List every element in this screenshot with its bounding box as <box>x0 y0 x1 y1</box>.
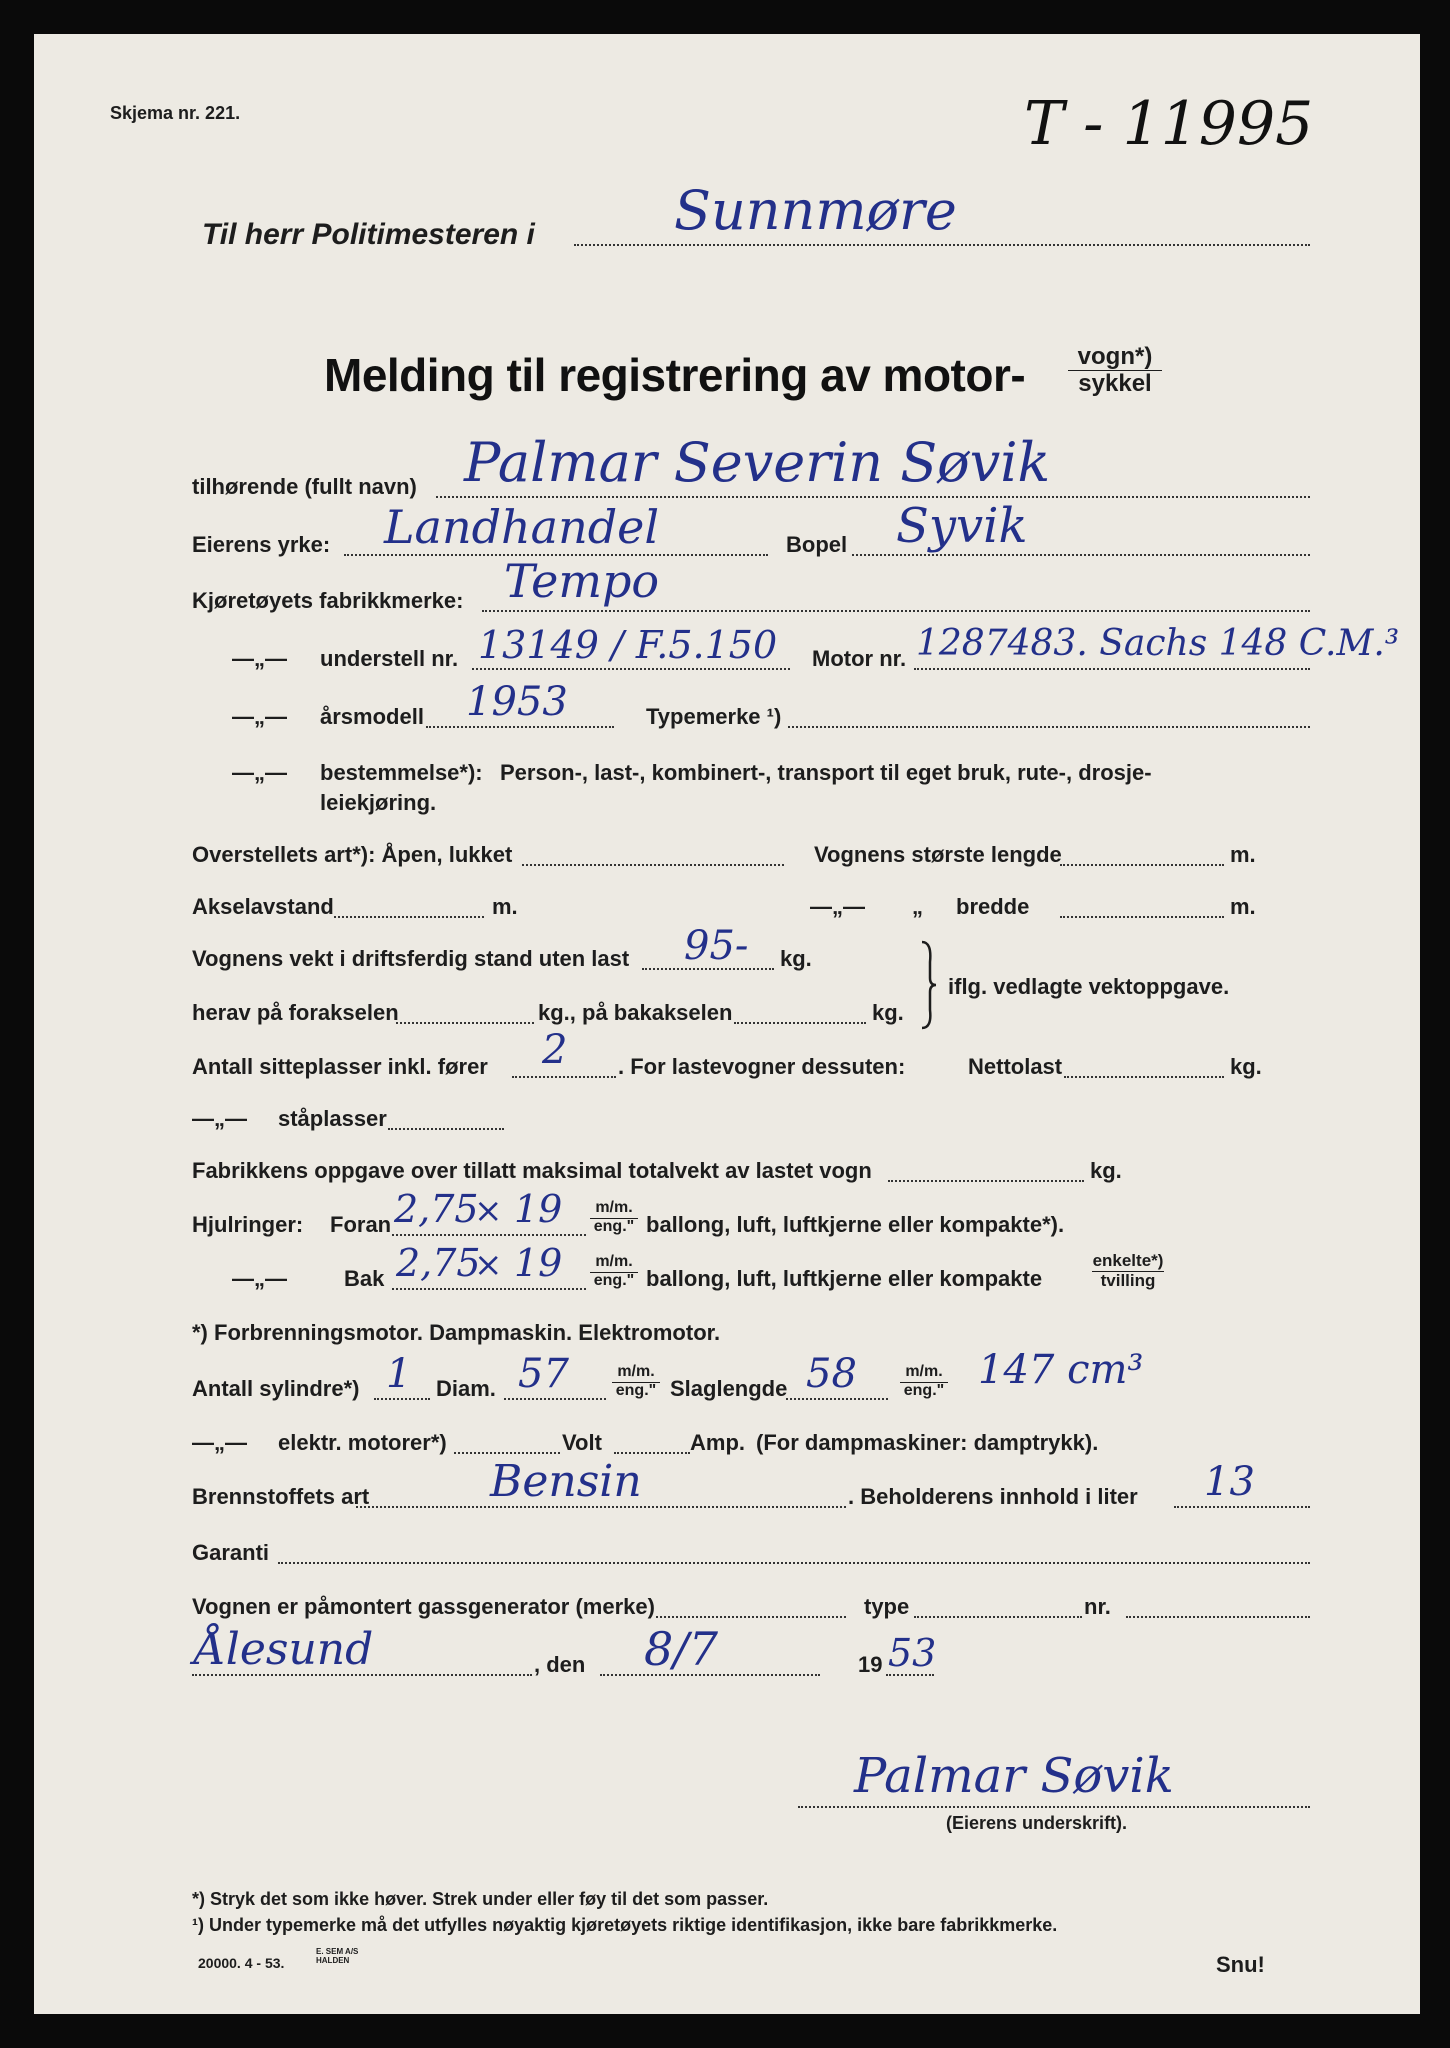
tyres-label: Hjulringer: <box>192 1212 304 1237</box>
steam-label: (For dampmaskiner: damptrykk). <box>756 1430 1099 1455</box>
chassis-label: understell nr. <box>320 646 459 671</box>
purpose-dash: —„— <box>232 760 287 785</box>
purpose-line1: Person-, last-, kombinert-, transport til eget bruk, rute-, drosje- <box>500 760 1152 785</box>
addressee-value[interactable]: Sunnmøre <box>674 179 957 242</box>
turn-over: Snu! <box>1216 1952 1265 1977</box>
gas-line <box>656 1616 846 1618</box>
tyres-rear-dash: —„— <box>232 1266 287 1291</box>
addressee-line <box>574 244 1310 246</box>
diameter-value[interactable]: 57 <box>518 1351 569 1397</box>
length-line <box>1060 864 1224 866</box>
tyres-single: enkelte*) <box>1092 1251 1164 1270</box>
body-type-line <box>522 864 784 866</box>
rear-axle-label: kg., på bakakselen <box>538 1000 733 1025</box>
footnote-2: ¹) Under typemerke må det utfylles nøyaktig kjøretøyets riktige identifikasjon, ikke bare fabrikkmerke. <box>192 1915 1058 1935</box>
tyres-front-kind: ballong, luft, luftkjerne eller kompakte*). <box>646 1212 1065 1237</box>
owner-name-value[interactable]: Palmar Severin Søvik <box>464 431 1051 494</box>
width-label: bredde <box>956 894 1030 919</box>
tyres-rear-x: × <box>474 1245 503 1285</box>
width-line <box>1060 916 1224 918</box>
cylinders-value[interactable]: 1 <box>386 1351 412 1397</box>
tyres-rear-unit-top: m/m. <box>590 1254 638 1273</box>
residence-label: Bopel <box>786 532 848 557</box>
gas-nr-line <box>1126 1616 1310 1618</box>
tyres-twin: tvilling <box>1100 1270 1156 1290</box>
type-line <box>788 726 1310 728</box>
volt-label: Volt <box>562 1430 602 1455</box>
owner-signature[interactable]: Palmar Søvik <box>854 1748 1174 1804</box>
seats-value[interactable]: 2 <box>542 1027 568 1073</box>
motor-line <box>914 668 1310 670</box>
year-line <box>426 726 614 728</box>
year-value[interactable]: 1953 <box>466 679 568 725</box>
tyres-front-label: Foran <box>330 1212 392 1237</box>
occupation-value[interactable]: Landhandel <box>384 500 660 554</box>
tyres-rear-value[interactable]: 2,75 <box>396 1241 481 1285</box>
elec-dash: —„— <box>192 1430 247 1455</box>
fuel-label: Brennstoffets art <box>192 1484 370 1509</box>
empty-weight-label: Vognens vekt i driftsferdig stand uten last <box>192 946 630 971</box>
amp-line <box>614 1452 690 1454</box>
tyres-front-x: × <box>474 1191 503 1231</box>
tyres-rear-kind: ballong, luft, luftkjerne eller kompakte <box>646 1266 1043 1291</box>
diameter-unit-bottom: eng." <box>615 1381 657 1399</box>
seats-label: Antall sitteplasser inkl. fører <box>192 1054 488 1079</box>
rear-axle-unit: kg. <box>872 1000 904 1025</box>
printer-mark: E. SEM A/S HALDEN <box>316 1947 359 1965</box>
chassis-line <box>472 668 790 670</box>
empty-weight-value[interactable]: 95- <box>684 923 749 969</box>
residence-value[interactable]: Syvik <box>896 498 1028 554</box>
owner-name-label: tilhørende (fullt navn) <box>192 474 417 499</box>
year-label: årsmodell <box>320 704 424 729</box>
diameter-line <box>504 1398 606 1400</box>
stroke-value[interactable]: 58 <box>806 1351 857 1397</box>
tyres-rear-unit-bottom: eng." <box>593 1271 635 1289</box>
gas-nr-label: nr. <box>1084 1594 1111 1619</box>
year-dash: —„— <box>232 704 287 729</box>
width-unit: m. <box>1230 894 1256 919</box>
net-load-unit: kg. <box>1230 1054 1262 1079</box>
stroke-line <box>786 1398 888 1400</box>
body-type-label: Overstellets art*): Åpen, lukket <box>192 842 513 867</box>
motor-label: Motor nr. <box>812 646 907 671</box>
wheelbase-label: Akselavstand <box>192 894 334 919</box>
amp-label: Amp. <box>690 1430 745 1455</box>
truck-label: . For lastevogner dessuten: <box>618 1054 906 1079</box>
guarantee-line <box>278 1562 1310 1564</box>
gas-type-line <box>914 1616 1082 1618</box>
brace-icon <box>918 940 940 1030</box>
wheelbase-line <box>334 916 484 918</box>
title-fraction <box>1068 344 1162 396</box>
max-weight-unit: kg. <box>1090 1158 1122 1183</box>
motor-value[interactable]: 1287483. Sachs 148 C.M.³ <box>916 623 1400 664</box>
purpose-label: bestemmelse*): <box>320 760 483 785</box>
engine-types: *) Forbrenningsmotor. Dampmaskin. Elektromotor. <box>192 1320 721 1345</box>
tyres-rear-unit <box>590 1254 638 1290</box>
print-code: 20000. 4 - 53. <box>198 1955 285 1971</box>
rear-axle-line <box>734 1022 866 1024</box>
gas-type-label: type <box>864 1594 910 1619</box>
cylinders-label: Antall sylindre*) <box>192 1376 360 1401</box>
empty-weight-unit: kg. <box>780 946 812 971</box>
signature-line <box>798 1806 1310 1808</box>
length-unit: m. <box>1230 842 1256 867</box>
residence-line <box>852 554 1310 556</box>
gas-label: Vognen er påmontert gassgenerator (merke) <box>192 1594 655 1619</box>
front-axle-line <box>396 1022 534 1024</box>
addressee-label: Til herr Politimesteren i <box>202 218 535 251</box>
tyres-front-rim[interactable]: 19 <box>514 1187 563 1231</box>
standing-line <box>388 1128 504 1130</box>
stroke-unit <box>900 1364 948 1400</box>
max-weight-line <box>888 1180 1084 1182</box>
seats-line <box>512 1076 616 1078</box>
stroke-unit-top: m/m. <box>900 1364 948 1383</box>
diameter-unit-top: m/m. <box>612 1364 660 1383</box>
volume-value[interactable]: 147 cm³ <box>978 1347 1144 1393</box>
fuel-value[interactable]: Bensin <box>490 1456 642 1507</box>
form-title: Melding til registrering av motor- <box>324 349 1026 401</box>
diameter-label: Diam. <box>436 1376 496 1401</box>
type-label: Typemerke ¹) <box>646 704 782 729</box>
make-line <box>482 610 1310 612</box>
front-axle-label: herav på forakselen <box>192 1000 399 1025</box>
net-load-label: Nettolast <box>968 1054 1063 1079</box>
tyres-single-twin <box>1092 1252 1164 1290</box>
standing-dash: —„— <box>192 1106 247 1131</box>
length-label: Vognens største lengde <box>814 842 1062 867</box>
year-prefix: 19 <box>858 1652 883 1677</box>
tyres-rear-label: Bak <box>344 1266 385 1291</box>
make-value[interactable]: Tempo <box>504 554 660 608</box>
tyres-front-value[interactable]: 2,75 <box>394 1187 479 1231</box>
tyres-rear-line <box>392 1288 586 1290</box>
sign-year-value[interactable]: 53 <box>888 1631 937 1675</box>
net-load-line <box>1064 1076 1224 1078</box>
tyres-rear-rim[interactable]: 19 <box>514 1241 563 1285</box>
footnote-1: *) Stryk det som ikke høver. Strek under eller føy til det som passer. <box>192 1889 769 1909</box>
chassis-dash: —„— <box>232 646 287 671</box>
den-label: , den <box>534 1652 586 1677</box>
width-quote: „ <box>912 894 923 919</box>
tyres-front-unit <box>590 1200 638 1236</box>
tyres-front-line <box>392 1234 586 1236</box>
cylinders-line <box>374 1398 430 1400</box>
owner-name-line <box>436 496 1310 498</box>
weight-note: iflg. vedlagte vektoppgave. <box>948 974 1230 999</box>
chassis-value[interactable]: 13149 / F.5.150 <box>478 623 778 667</box>
occupation-label: Eierens yrke: <box>192 532 331 557</box>
title-frac-bottom: sykkel <box>1078 370 1152 398</box>
guarantee-label: Garanti <box>192 1540 270 1565</box>
max-weight-label: Fabrikkens oppgave over tillatt maksimal totalvekt av lastet vogn <box>192 1158 872 1183</box>
standing-label: ståplasser <box>278 1106 387 1131</box>
diameter-unit <box>612 1364 660 1400</box>
purpose-line2: leiekjøring. <box>320 790 437 815</box>
volt-line <box>454 1452 560 1454</box>
tank-line <box>1174 1506 1310 1508</box>
stroke-label: Slaglengde <box>670 1376 788 1401</box>
place-value[interactable]: Ålesund <box>194 1624 374 1675</box>
form-number: Skjema nr. 221. <box>110 103 241 123</box>
stroke-unit-bottom: eng." <box>903 1381 945 1399</box>
title-frac-top: vogn*) <box>1068 344 1162 371</box>
date-value[interactable]: 8/7 <box>644 1622 719 1676</box>
archive-number: T - 11995 <box>1024 89 1314 159</box>
wheelbase-unit: m. <box>492 894 518 919</box>
elec-label: elektr. motorer*) <box>278 1430 447 1455</box>
form-sheet <box>34 34 1420 2014</box>
width-dash: —„— <box>810 894 865 919</box>
tank-label: . Beholderens innhold i liter <box>848 1484 1138 1509</box>
signature-caption: (Eierens underskrift). <box>946 1813 1128 1833</box>
make-label: Kjøretøyets fabrikkmerke: <box>192 588 464 613</box>
tyres-front-unit-bottom: eng." <box>593 1217 635 1235</box>
tank-value[interactable]: 13 <box>1204 1459 1255 1505</box>
tyres-front-unit-top: m/m. <box>590 1200 638 1219</box>
